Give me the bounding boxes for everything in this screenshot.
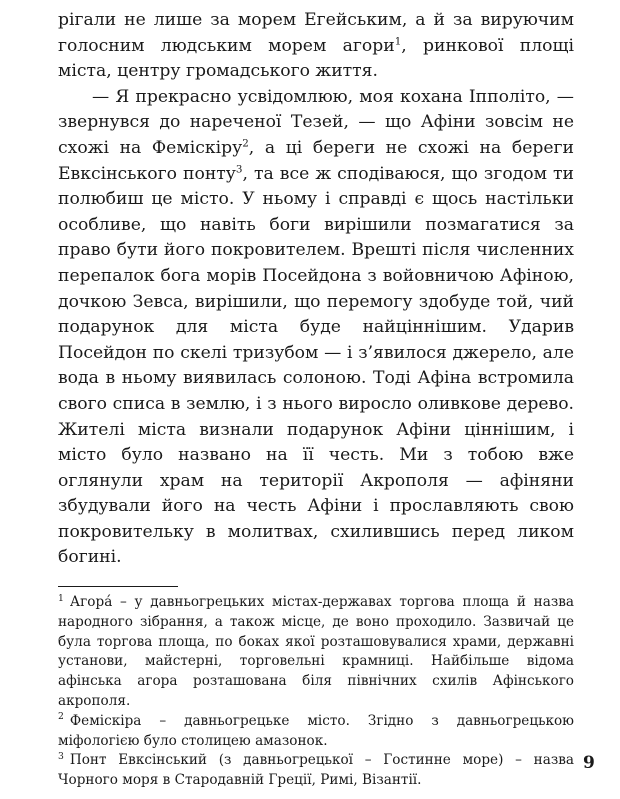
footnote: 1 Агорá – у давньогрецьких містах-державах торгова площа й назва народного зібрання, а також місце, де воно проходило. Зазвичай це була торгова площа, по боках якої розташовувалися храми, державні установи, майстерні, торговельні крамниці. Найбільше відома афінська агора розташована біля північних схилів Афінського акрополя. — [58, 592, 574, 710]
footnote-text: Понт Евксінський (з давньогрецької – Гостинне море) – назва Чорного моря в Стародавній Греції, Римі, Візантії. — [58, 752, 574, 789]
footnote: 3 Понт Евксінський (з давньогрецької – Гостинне море) – назва Чорного моря в Стародавній Греції, Римі, Візантії. — [58, 750, 574, 789]
footnote-divider — [58, 586, 178, 587]
paragraph-continued — [58, 8, 574, 85]
paragraph-text: — Я прекрасно усвідомлюю, моя кохана Іпполіто, — звернувся до нареченої Тезей, — що Афіни зовсім не схожі на Феміскіру — [58, 86, 574, 158]
paragraph-dialogue — [58, 85, 574, 571]
footnote-text: Феміскіра – давньогрецьке місто. Згідно з давньогрецькою міфологією було столицею амазонок. — [58, 712, 574, 749]
footnotes — [58, 593, 574, 791]
main-text — [58, 8, 574, 571]
paragraph-text: , ринкової площі міста, центру громадського життя. — [58, 35, 574, 82]
footnote-ref: 2 — [242, 137, 249, 150]
book-page — [58, 8, 574, 791]
page-number: 9 — [583, 753, 595, 773]
paragraph-text: , а ці береги не схожі на береги Евксінського понту — [58, 137, 575, 184]
footnote: 2 Феміскіра – давньогрецьке місто. Згідно з давньогрецькою міфологією було столицею амазонок. — [58, 711, 574, 749]
footnote-ref: 1 — [394, 34, 402, 47]
footnote-ref: 3 — [235, 162, 243, 175]
paragraph-text: , та все ж сподіваюся, що згодом ти полюбиш це місто. У ньому і справді є щось настільки особливе, що навіть боги вирішили позмагатися за право бути його покровителем. Врешті після численних перепалок бога морів Посейдона з войовничою Афіною, дочкою Зевса, вирішили, що перемогу здобуде той, чий подарунок для міста буде найціннішим. Ударив Посейдон по скелі тризубом — і з’явилося джерело, але вода в ньому виявилась солоною. Тоді Афіна встромила свого списа в землю, і з нього виросло оливкове дерево. Жителі міста визнали подарунок Афіни ціннішим, і місто було названо на її честь. Ми з тобою вже оглянули храм на території Акрополя — афіняни збудували його на честь Афіни і прославляють свою покровительку в молитвах, схилившись перед ликом богині. — [58, 163, 574, 568]
footnote-text: Агорá – у давньогрецьких містах-державах торгова площа й назва народного зібрання, а також місце, де воно проходило. Зазвичай це була торгова площа, по боках якої розташовувалися храми, державні установи, майстерні, торговельні крамниці. Найбільше відома афінська агора розташована біля північних схилів Афінського акрополя. — [58, 594, 574, 710]
paragraph-text: рігали не лише за морем Егейським, а й за вируючим голосним людським морем агори — [58, 10, 574, 56]
